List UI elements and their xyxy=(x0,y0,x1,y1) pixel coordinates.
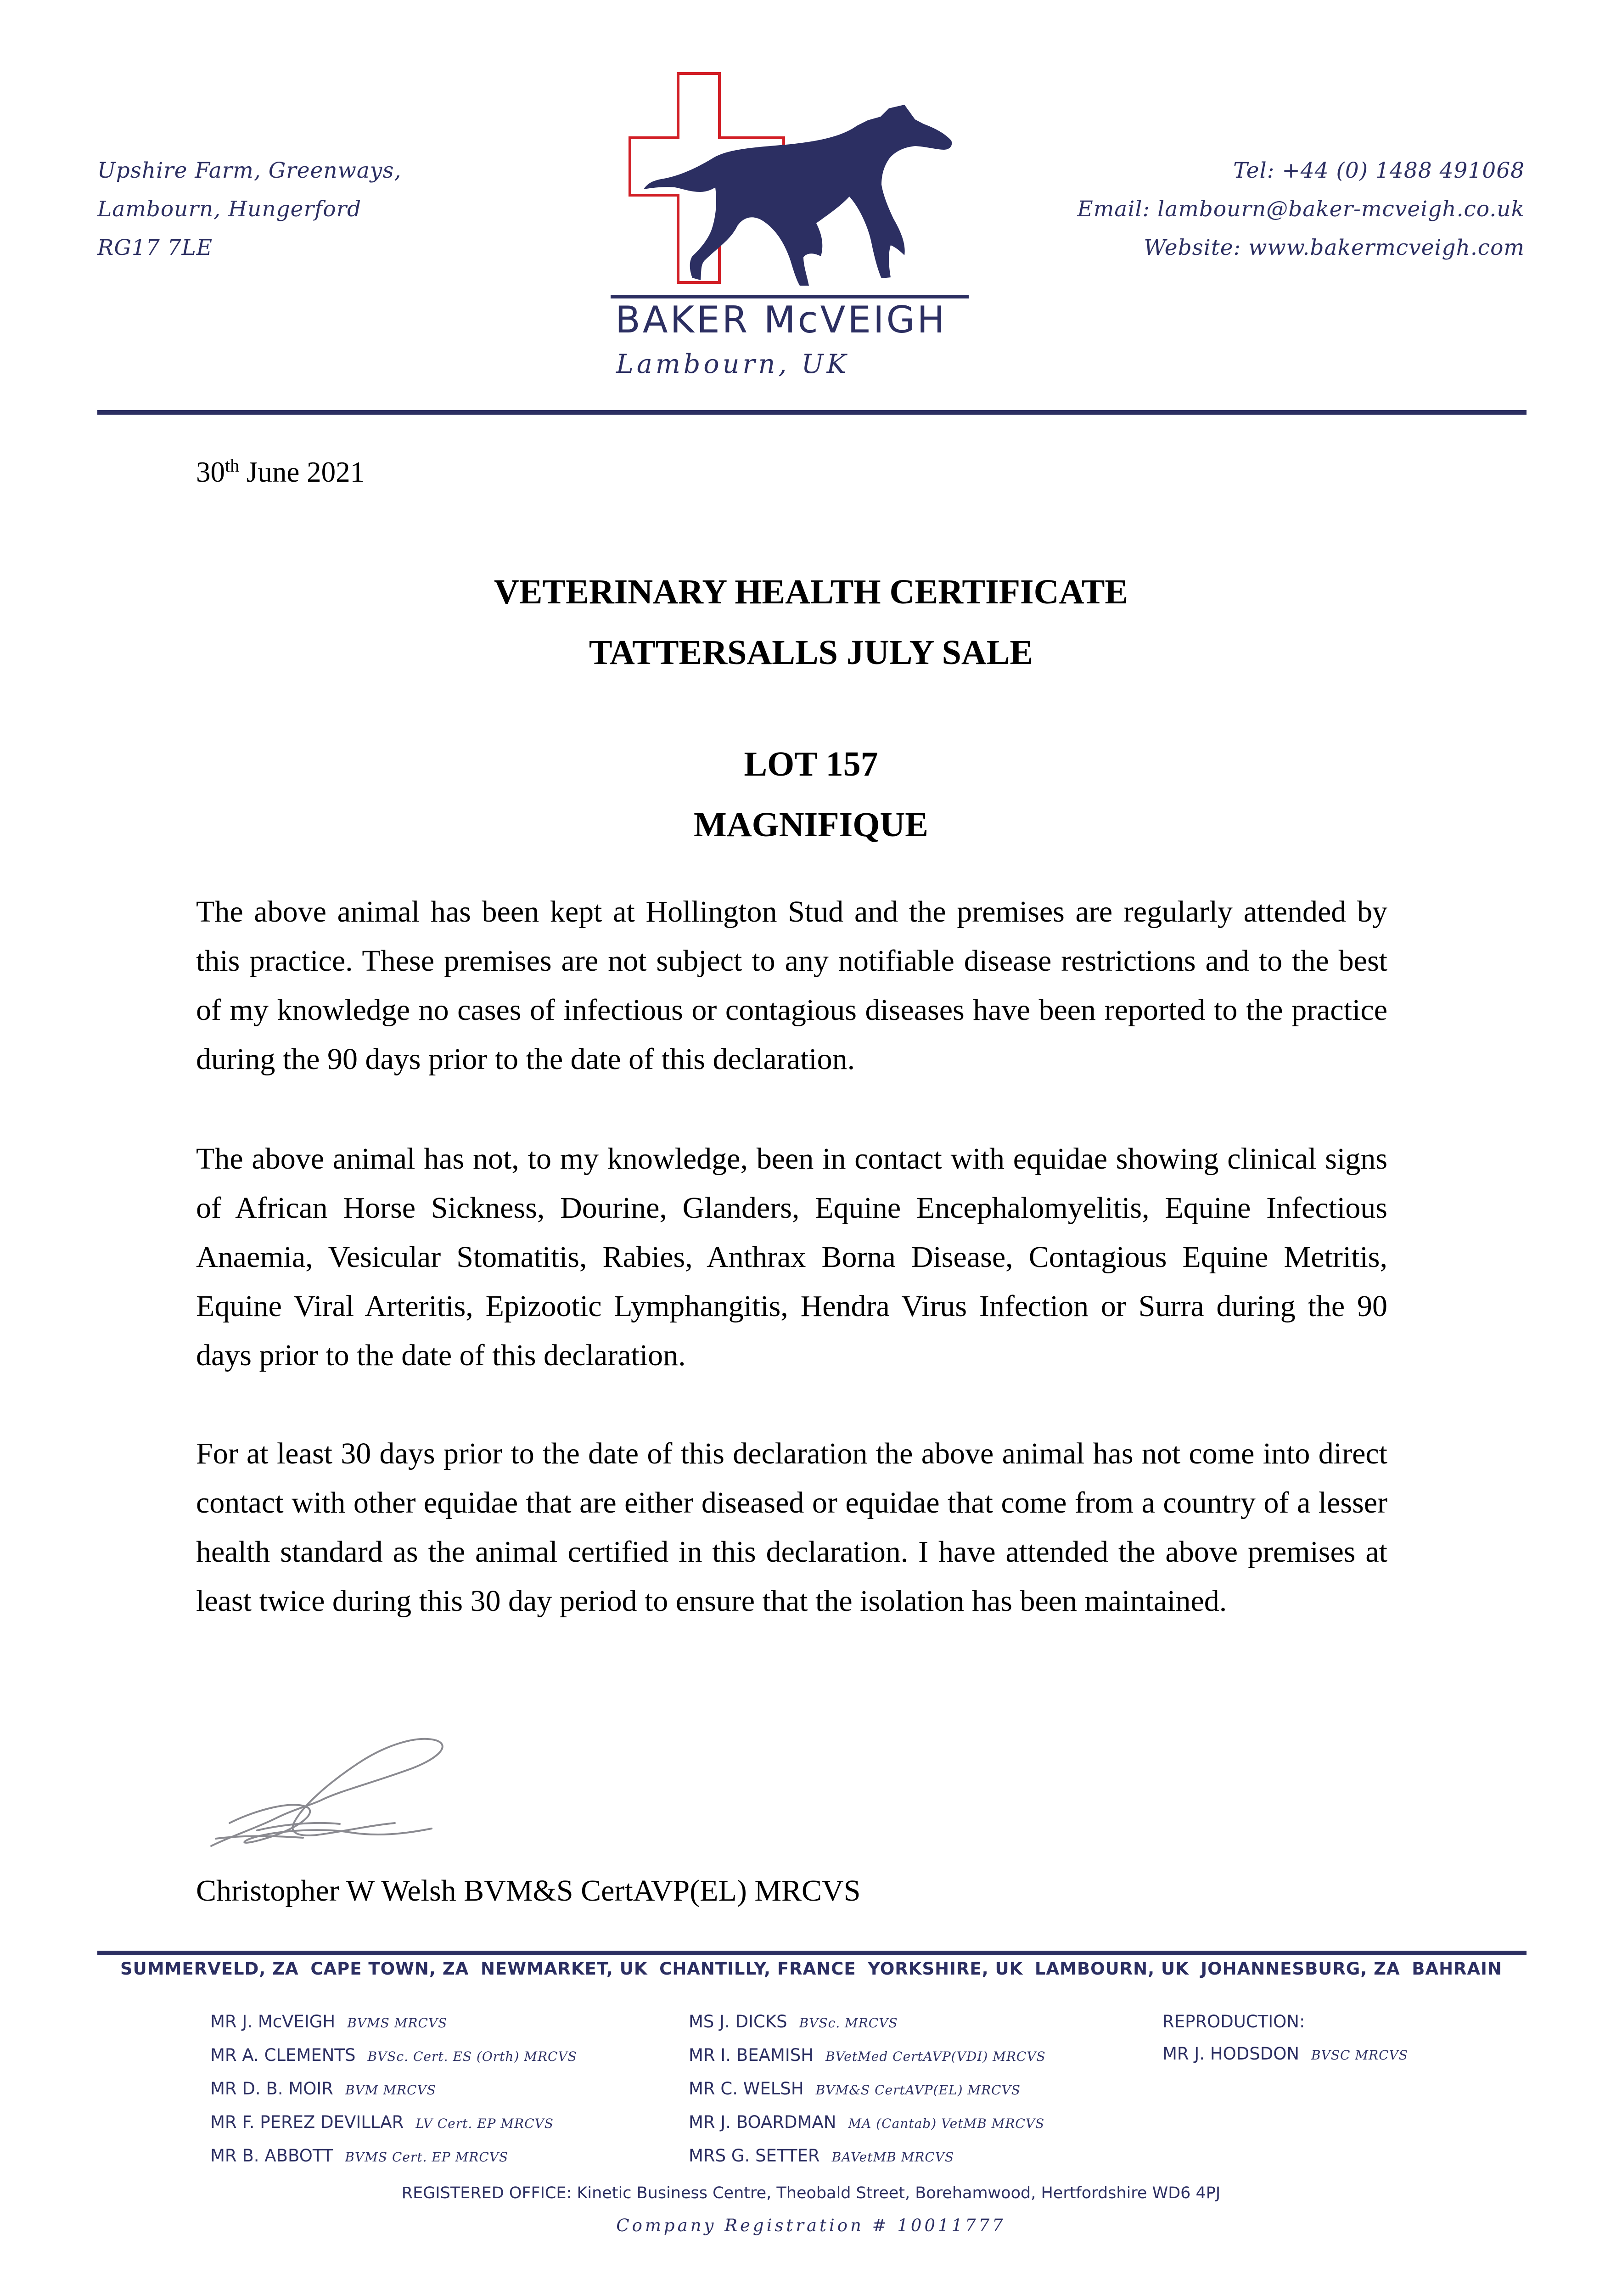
reproduction-heading: REPRODUCTION: xyxy=(1162,2012,1305,2032)
address-line: Lambourn, Hungerford xyxy=(97,197,362,222)
staff-member xyxy=(689,2106,1046,2140)
staff-qualifications: BVSc. MRCVS xyxy=(799,2015,898,2031)
title-line: TATTERSALLS JULY SALE xyxy=(589,633,1033,672)
staff-qualifications: LV Cert. EP MRCVS xyxy=(415,2116,554,2131)
location-item: NEWMARKET, UK xyxy=(480,1959,648,1979)
staff-qualifications: BVM MRCVS xyxy=(345,2082,436,2098)
staff-qualifications: BVM&S CertAVP(EL) MRCVS xyxy=(815,2082,1021,2098)
date-suffix: th xyxy=(225,455,240,476)
date-day: 30 xyxy=(196,456,225,488)
header-divider xyxy=(97,410,1527,415)
staff-qualifications: MA (Cantab) VetMB MRCVS xyxy=(848,2116,1045,2131)
brand-name: BAKER McVEIGH xyxy=(615,298,947,341)
registered-office: REGISTERED OFFICE: Kinetic Business Centre, Theobald Street, Borehamwood, Hertfordshire WD6 4PJ xyxy=(401,2184,1221,2202)
staff-member xyxy=(210,2140,577,2173)
staff-name: MS J. DICKS xyxy=(689,2012,787,2032)
contact-email: Email: lambourn@baker-mcveigh.co.uk xyxy=(1077,197,1525,222)
certificate-title xyxy=(0,562,1622,683)
lot-heading xyxy=(0,734,1622,855)
contact-phone: Tel: +44 (0) 1488 491068 xyxy=(1233,158,1525,183)
horse-silhouette xyxy=(644,105,952,286)
location-item: YORKSHIRE, UK xyxy=(868,1959,1023,1979)
reproduction-staff xyxy=(1162,2006,1408,2071)
staff-member xyxy=(1162,2038,1408,2071)
practice-contact xyxy=(1077,152,1525,267)
staff-qualifications: BVSc. Cert. ES (Orth) MRCVS xyxy=(367,2049,577,2064)
staff-member xyxy=(689,2039,1046,2073)
brand-location: Lambourn, UK xyxy=(616,349,850,379)
staff-name: MRS G. SETTER xyxy=(689,2146,820,2166)
location-item: CAPE TOWN, ZA xyxy=(310,1959,469,1979)
staff-qualifications: BVetMed CertAVP(VDI) MRCVS xyxy=(825,2049,1046,2064)
company-registration: Company Registration # 10011777 xyxy=(616,2216,1006,2235)
paragraph: For at least 30 days prior to the date of this declaration the above animal has not come into direct contact with other equidae that are either diseased or equidae that come from a country of a lesser health standard as the animal certified in this declaration. I have attended the above premises at least twice during this 30 day period to ensure that the isolation has been maintained. xyxy=(196,1437,1387,1618)
staff-member xyxy=(689,2073,1046,2106)
staff-member xyxy=(689,2140,1046,2173)
staff-qualifications: BVMS MRCVS xyxy=(347,2015,448,2031)
horse-cross-icon xyxy=(611,69,978,390)
location-item: SUMMERVELD, ZA xyxy=(120,1959,299,1979)
staff-name: MR J. HODSDON xyxy=(1162,2044,1300,2064)
footer-divider xyxy=(97,1951,1527,1955)
staff-name: MR B. ABBOTT xyxy=(210,2146,333,2166)
staff-member xyxy=(210,2006,577,2039)
address-line: Upshire Farm, Greenways, xyxy=(97,158,402,183)
staff-name: MR C. WELSH xyxy=(689,2079,804,2099)
location-item: JOHANNESBURG, ZA xyxy=(1201,1959,1400,1979)
staff-name: MR D. B. MOIR xyxy=(210,2079,333,2099)
lot-number: LOT 157 xyxy=(744,745,878,783)
date-month-year: June 2021 xyxy=(239,456,365,488)
logo-underline xyxy=(611,295,969,298)
baker-mcveigh-logo xyxy=(611,69,978,390)
staff-qualifications: BVMS Cert. EP MRCVS xyxy=(345,2150,509,2165)
paragraph: The above animal has not, to my knowledge, been in contact with equidae showing clinical signs of African Horse Sickness, Dourine, Glanders, Equine Encephalomyelitis, Equine Infectious Anaemia, Vesicular Stomatitis, Rabies, Anthrax Borna Disease, Contagious Equine Metritis, Equine Viral Arteritis, Epizootic Lymphangitis, Hendra Virus Infection or Surra during the 90 days prior to the date of this declaration. xyxy=(196,1142,1387,1372)
staff-list xyxy=(689,2006,1046,2173)
handwritten-signature xyxy=(202,1727,477,1864)
contact-website: Website: www.bakermcveigh.com xyxy=(1144,235,1525,260)
staff-qualifications: BVSC MRCVS xyxy=(1311,2048,1408,2063)
practice-address xyxy=(97,152,401,267)
title-line: VETERINARY HEALTH CERTIFICATE xyxy=(494,573,1128,611)
staff-list xyxy=(210,2006,577,2173)
staff-name: MR J. McVEIGH xyxy=(210,2012,336,2032)
horse-name: MAGNIFIQUE xyxy=(694,805,928,844)
staff-name: MR J. BOARDMAN xyxy=(689,2112,836,2132)
staff-name: MR F. PEREZ DEVILLAR xyxy=(210,2112,404,2132)
staff-member xyxy=(210,2106,577,2140)
staff-member xyxy=(689,2006,1046,2039)
letter-date xyxy=(196,455,365,489)
staff-qualifications: BAVetMB MRCVS xyxy=(831,2150,954,2165)
paragraph: The above animal has been kept at Hollington Stud and the premises are regularly attended by this practice. These premises are not subject to any notifiable disease restrictions and to the best of my knowledge no cases of infectious or contagious diseases have been reported to the practice during the 90 days prior to the date of this declaration. xyxy=(196,895,1387,1076)
staff-name: MR I. BEAMISH xyxy=(689,2045,814,2065)
address-line: RG17 7LE xyxy=(97,235,213,260)
staff-name: MR A. CLEMENTS xyxy=(210,2045,356,2065)
staff-member xyxy=(210,2073,577,2106)
location-item: LAMBOURN, UK xyxy=(1034,1959,1189,1979)
office-locations xyxy=(120,1959,1502,1979)
signatory-name: Christopher W Welsh BVM&S CertAVP(EL) MRCVS xyxy=(196,1874,861,1908)
location-item: CHANTILLY, FRANCE xyxy=(659,1959,856,1979)
staff-member xyxy=(210,2039,577,2073)
location-item: BAHRAIN xyxy=(1412,1959,1502,1979)
